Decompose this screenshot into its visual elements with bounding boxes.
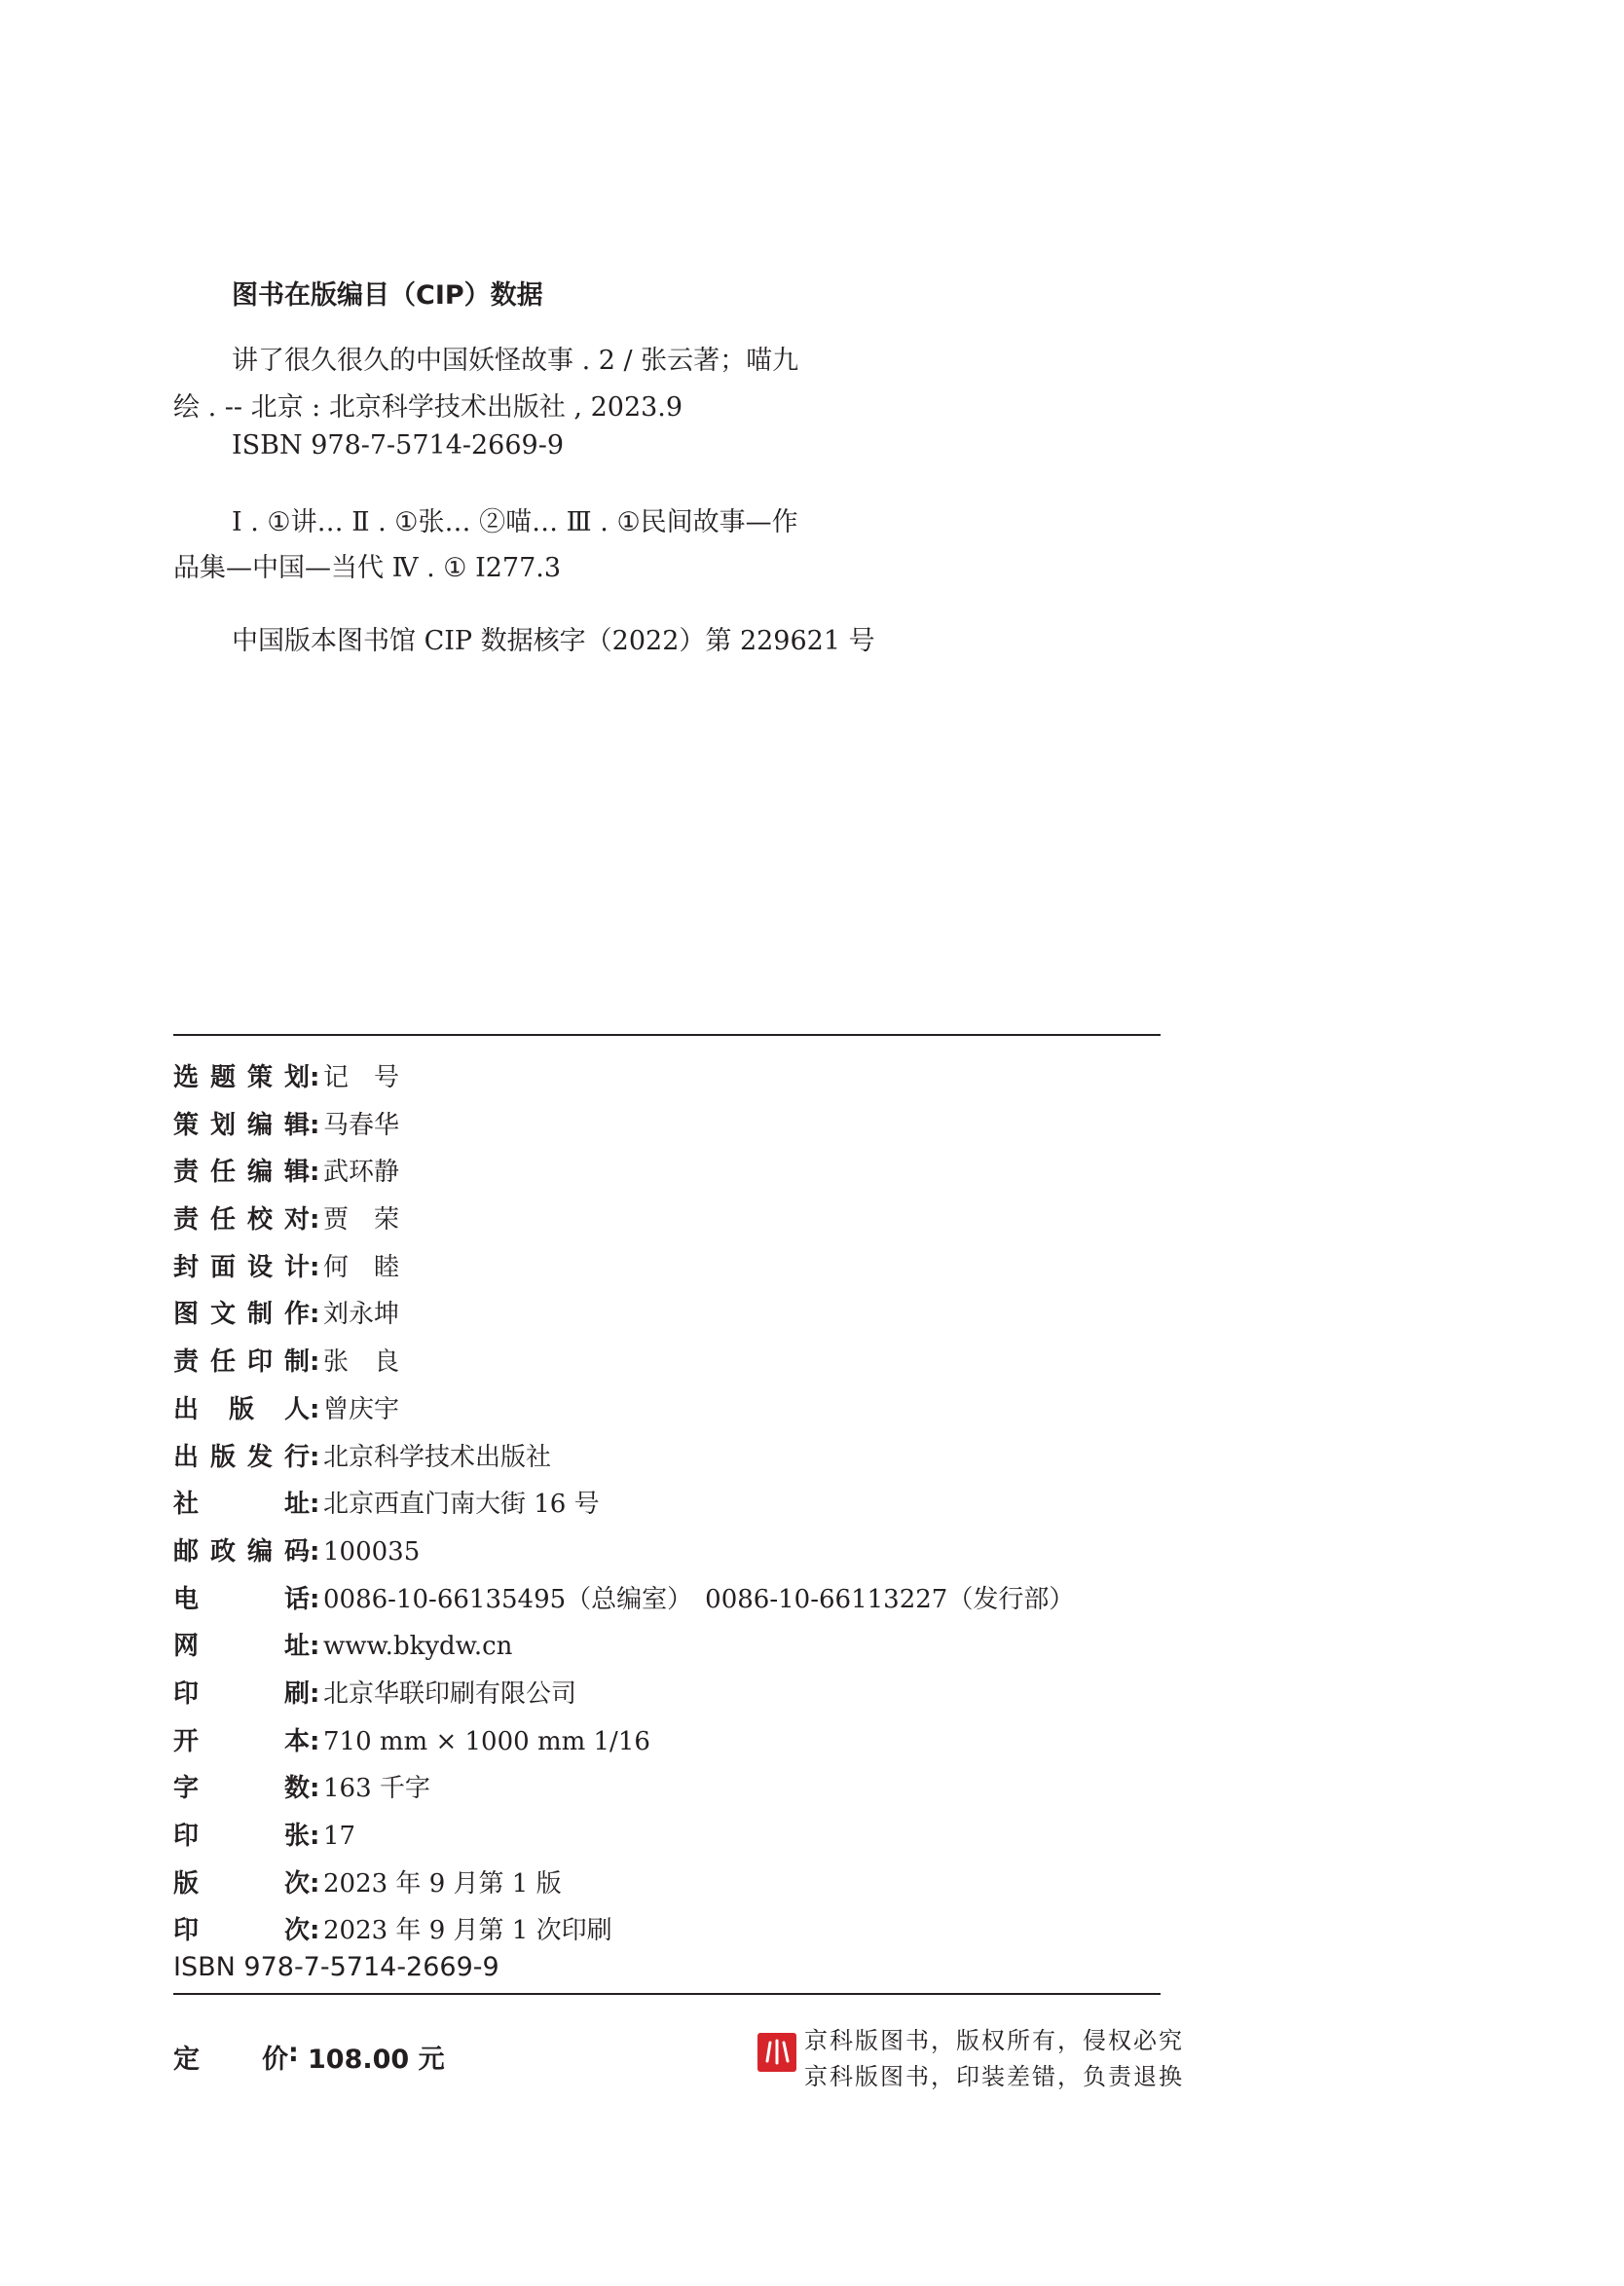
credit-value: 刘永坤 — [323, 1300, 400, 1330]
credit-colon: : — [310, 1916, 320, 1946]
credit-value: 北京西直门南大街 16 号 — [323, 1490, 600, 1520]
credit-row — [173, 1671, 1161, 1718]
isbn: ISBN 978-7-5714-2669-9 — [173, 1952, 499, 1982]
credit-label: 选题策划 — [173, 1063, 310, 1092]
credit-colon: : — [310, 1584, 320, 1614]
credit-label: 网址 — [173, 1632, 310, 1662]
publisher-logo-icon — [757, 2033, 796, 2072]
credit-row — [173, 1054, 1161, 1102]
price-label: 定价 — [173, 2045, 288, 2075]
credit-row — [173, 1481, 1161, 1529]
credit-colon: : — [310, 1868, 320, 1899]
credit-colon: : — [310, 1158, 320, 1188]
credit-row — [173, 1765, 1161, 1813]
credit-value: 163 千字 — [323, 1774, 430, 1804]
credit-label: 邮政编码 — [173, 1536, 310, 1567]
credit-colon: : — [310, 1678, 320, 1709]
credit-label: 印张 — [173, 1822, 310, 1851]
credit-label: 封面设计 — [173, 1252, 310, 1282]
credit-value: 710 mm × 1000 mm 1/16 — [323, 1726, 650, 1756]
credit-colon: : — [310, 1347, 320, 1378]
credit-colon: : — [310, 1442, 320, 1472]
credit-colon: : — [310, 1300, 320, 1330]
credit-value: 贾 荣 — [323, 1205, 400, 1235]
credit-value: 记 号 — [323, 1063, 400, 1092]
credit-value: 张 良 — [323, 1347, 400, 1378]
credit-label: 开本 — [173, 1726, 310, 1756]
credit-value: 0086-10-66135495（总编室） 0086-10-66113227（发行部） — [323, 1584, 1075, 1614]
credit-row — [173, 1907, 1161, 1955]
credit-value: 北京科学技术出版社 — [323, 1442, 552, 1472]
credit-value: 北京华联印刷有限公司 — [323, 1678, 577, 1709]
credit-label: 印次 — [173, 1916, 310, 1946]
credit-colon: : — [310, 1536, 320, 1567]
credit-colon: : — [310, 1822, 320, 1851]
credit-colon: : — [310, 1063, 320, 1092]
credit-label: 责任编辑 — [173, 1158, 310, 1188]
cip-line-1: 讲了很久很久的中国妖怪故事 . 2 / 张云著；喵九 — [232, 346, 799, 376]
credit-label: 出版人 — [173, 1394, 310, 1424]
price-colon: : — [288, 2038, 299, 2068]
credit-colon: : — [310, 1252, 320, 1282]
credit-value: 2023 年 9 月第 1 次印刷 — [323, 1916, 612, 1946]
credit-label: 出版发行 — [173, 1442, 310, 1472]
credit-row — [173, 1386, 1161, 1434]
credit-label: 责任印制 — [173, 1347, 310, 1378]
credit-colon: : — [310, 1490, 320, 1520]
cip-classification-line-1: Ⅰ . ①讲… Ⅱ . ①张… ②喵… Ⅲ . ①民间故事—作 — [232, 507, 798, 537]
credit-row — [173, 1529, 1161, 1576]
credit-label: 策划编辑 — [173, 1110, 310, 1140]
cip-line-2: 绘 . -- 北京 : 北京科学技术出版社 , 2023.9 — [173, 392, 683, 423]
credit-label: 社址 — [173, 1490, 310, 1520]
credit-row — [173, 1813, 1161, 1861]
credit-row — [173, 1623, 1161, 1671]
credit-value: 马春华 — [323, 1110, 400, 1140]
credit-row — [173, 1339, 1161, 1386]
credit-colon: : — [310, 1205, 320, 1235]
top-rule — [173, 1034, 1161, 1036]
credit-row — [173, 1861, 1161, 1908]
copyright-notice: 京科版图书，版权所有，侵权必究 — [804, 2027, 1184, 2054]
credit-colon: : — [310, 1726, 320, 1756]
cip-title: 图书在版编目（CIP）数据 — [232, 280, 543, 311]
price-value: 108.00 元 — [308, 2045, 445, 2075]
credit-colon: : — [310, 1632, 320, 1662]
credit-value: www.bkydw.cn — [323, 1632, 513, 1662]
bottom-rule — [173, 1993, 1161, 1995]
credit-value: 曾庆宇 — [323, 1394, 400, 1424]
credit-row — [173, 1102, 1161, 1150]
credits-list — [173, 1054, 1161, 1955]
cip-isbn-line: ISBN 978-7-5714-2669-9 — [232, 430, 565, 461]
cip-record-number: 中国版本图书馆 CIP 数据核字（2022）第 229621 号 — [232, 626, 875, 656]
credit-row — [173, 1197, 1161, 1244]
credit-value: 100035 — [323, 1536, 421, 1567]
quality-notice: 京科版图书，印装差错，负责退换 — [804, 2063, 1184, 2090]
credit-row — [173, 1576, 1161, 1624]
credit-label: 图文制作 — [173, 1300, 310, 1330]
credit-value: 何 睦 — [323, 1252, 400, 1282]
credit-label: 字数 — [173, 1774, 310, 1804]
credit-colon: : — [310, 1110, 320, 1140]
cip-classification-line-2: 品集—中国—当代 Ⅳ . ① I277.3 — [173, 553, 562, 583]
credit-value: 17 — [323, 1822, 356, 1851]
credit-label: 电话 — [173, 1584, 310, 1614]
credit-colon: : — [310, 1774, 320, 1804]
credit-value: 2023 年 9 月第 1 版 — [323, 1868, 562, 1899]
credit-row — [173, 1718, 1161, 1766]
credit-value: 武环静 — [323, 1158, 400, 1188]
credit-label: 责任校对 — [173, 1205, 310, 1235]
credit-label: 印刷 — [173, 1678, 310, 1709]
credit-colon: : — [310, 1394, 320, 1424]
credit-row — [173, 1244, 1161, 1292]
credit-row — [173, 1291, 1161, 1339]
credit-row — [173, 1149, 1161, 1197]
publisher-logo — [757, 2033, 796, 2072]
credit-row — [173, 1434, 1161, 1482]
credit-label: 版次 — [173, 1868, 310, 1899]
